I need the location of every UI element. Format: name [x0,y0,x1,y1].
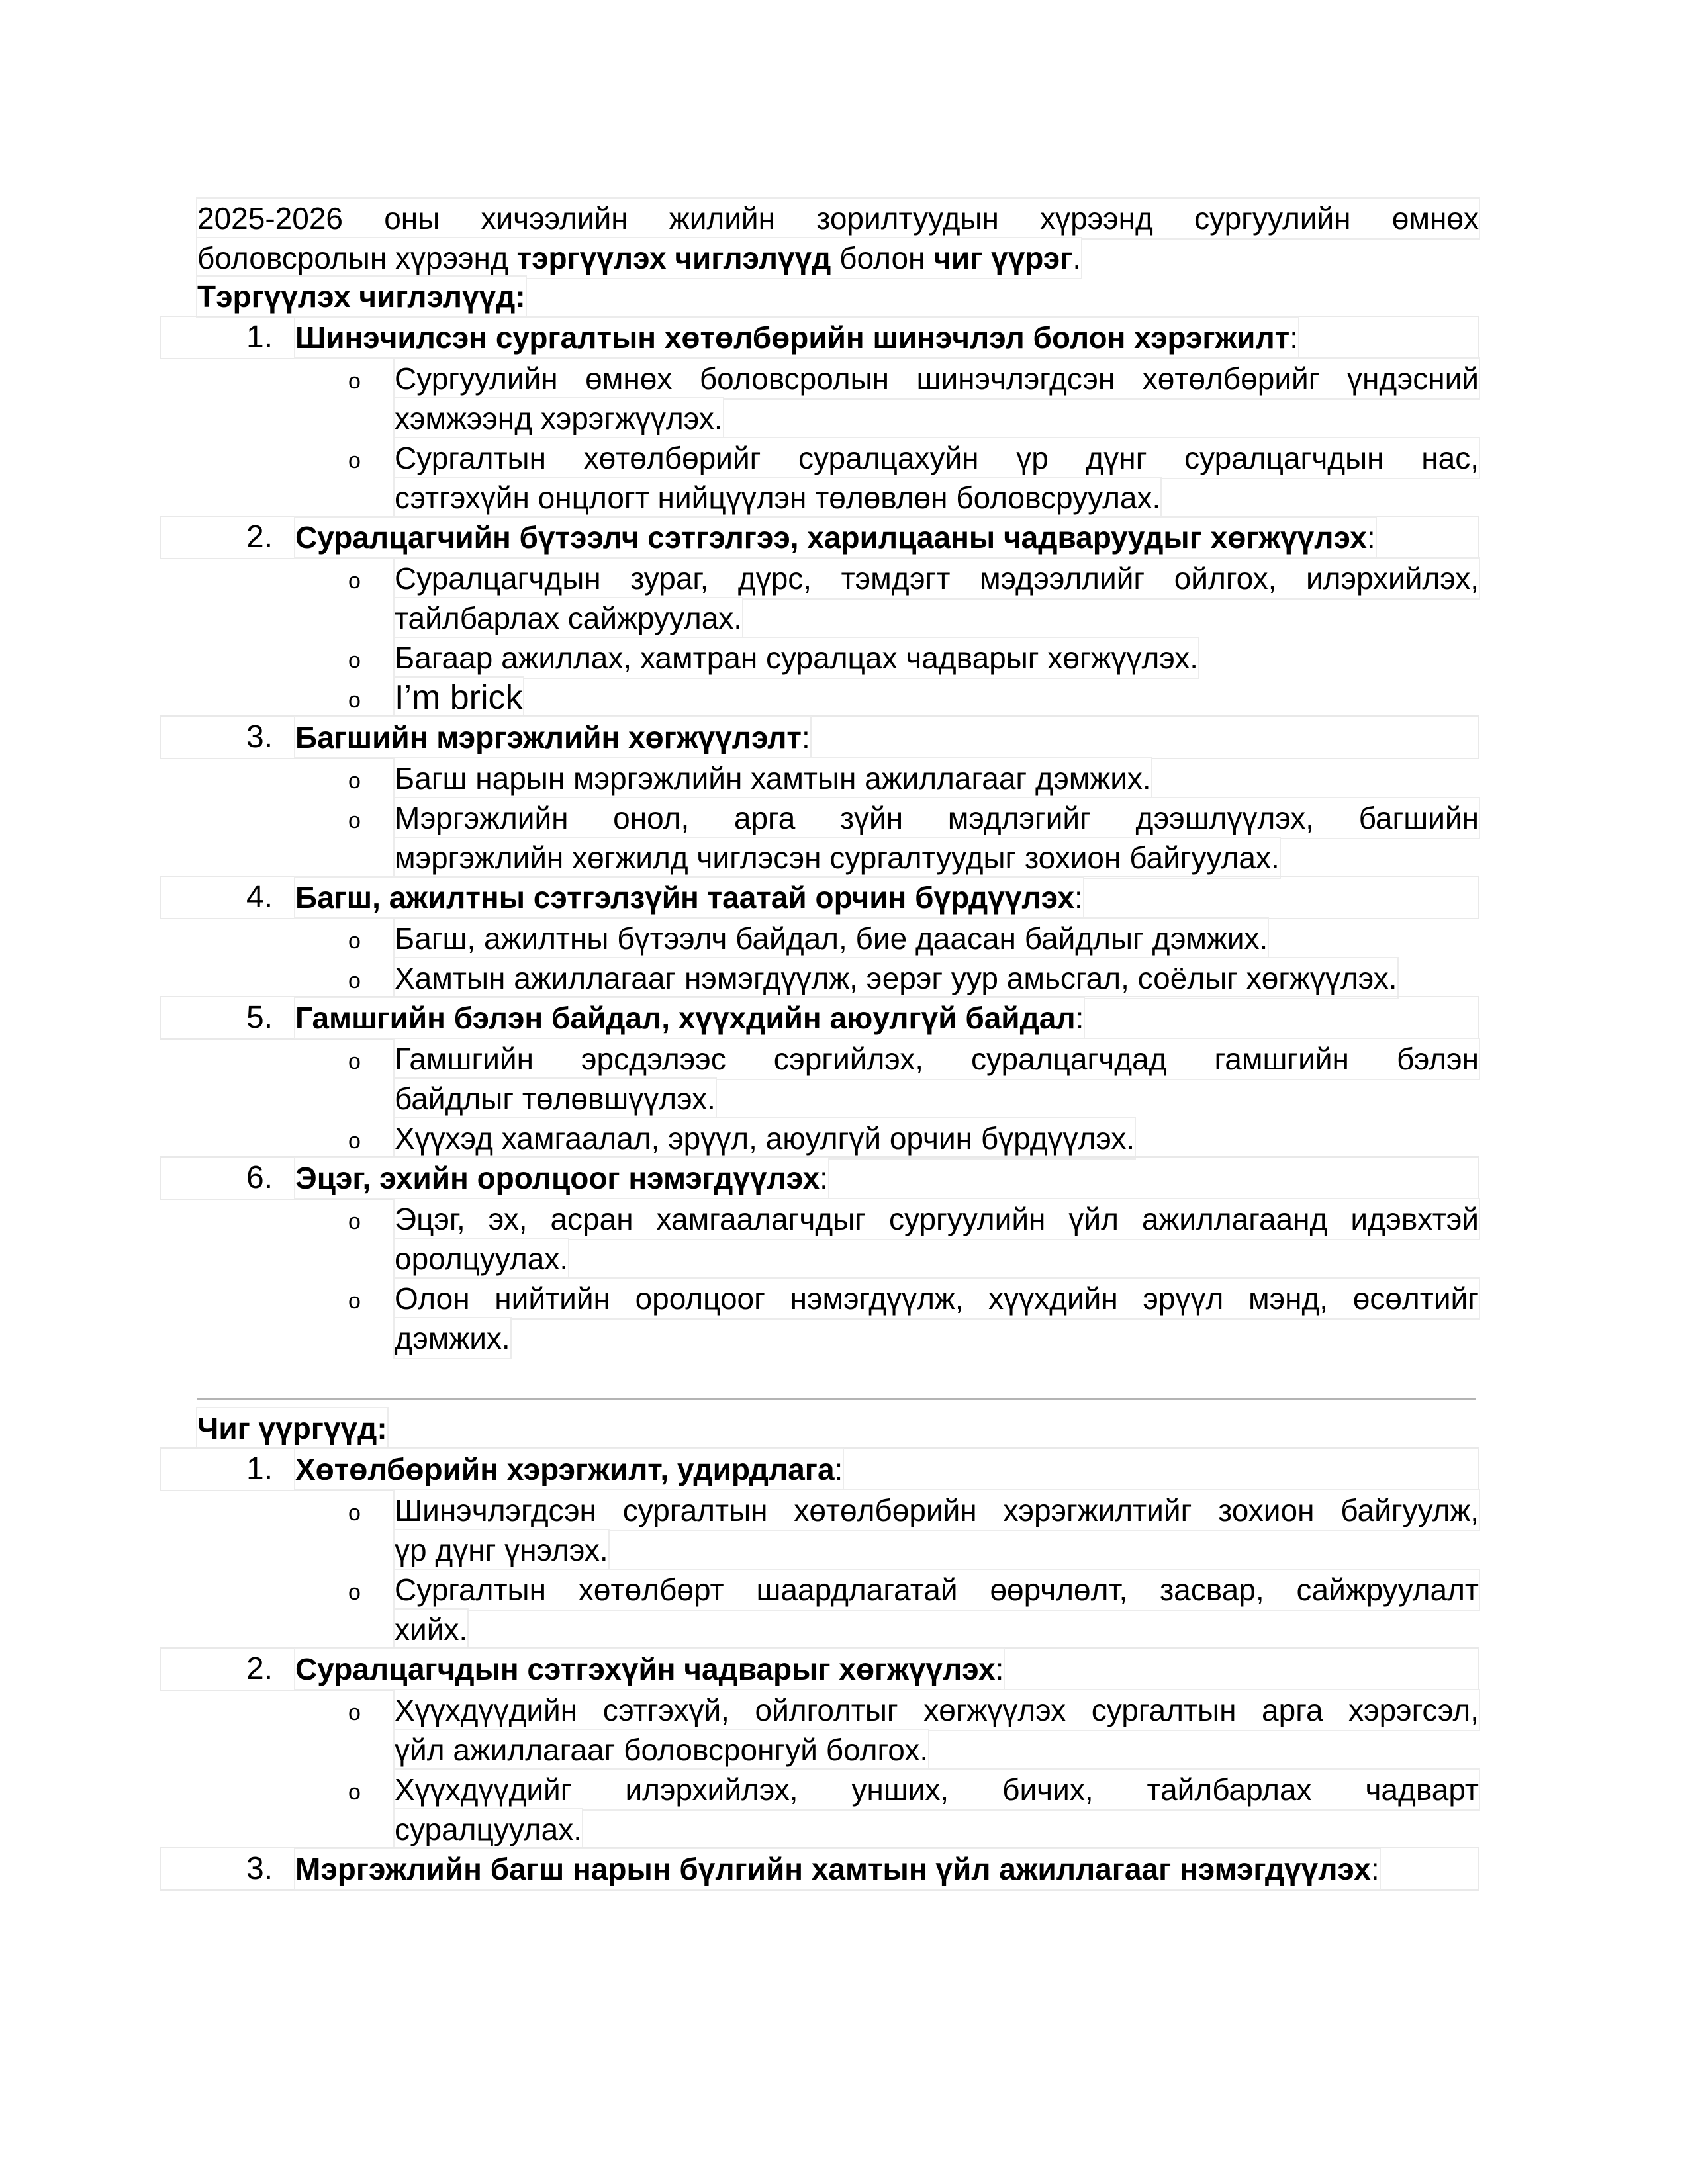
bullet-text-line: Хамтын ажиллагааг нэмэгдүүлж, эерэг уур амьсгал, соёлыг хөгжүүлэх. [395,958,1397,998]
bullet-text-line: Мэргэжлийн онол, арга зүйн мэдлэгийг дээшлүүлэх, багшийн [395,798,1479,838]
hollow-bullet-icon: o [348,1700,361,1725]
bullet-text-line: суралцуулах. [395,1809,582,1849]
bullet-text-line: оролцуулах. [395,1239,568,1279]
bullet-text-line: Сургуулийн өмнөх боловсролын шинэчлэгдсэн хөтөлбөрийг үндэсний [395,359,1479,398]
item-title-text: Суралцагчдын сэтгэхүйн чадварыг хөгжүүлэх [295,1652,996,1686]
bullet-text-line: Эцэг, эх, асран хамгаалагчдыг сургуулийн үйл ажиллагаанд идэвхтэй [395,1199,1479,1239]
bullet-text-line: Багш, ажилтны бүтээлч байдал, бие даасан байдлыг дэмжих. [395,919,1268,958]
item-title-colon: : [834,1452,843,1486]
item-title-colon: : [1074,880,1083,915]
bullet-text-line: Багаар ажиллах, хамтран суралцах чадварыг хөгжүүлэх. [395,638,1198,678]
bullet-text-line: Шинэчлэгдсэн сургалтын хөтөлбөрийн хэрэгжилтийг зохион байгуулж, [395,1490,1479,1530]
hollow-bullet-icon: o [348,648,361,673]
hollow-bullet-icon: o [348,1049,361,1074]
section-heading-priorities: Тэргүүлэх чиглэлүүд: [197,277,526,316]
hollow-bullet-icon: o [348,569,361,594]
bullet-text-line: Багш нарын мэргэжлийн хамтын ажиллагааг дэмжих. [395,758,1151,798]
item-title-text: Гамшгийн бэлэн байдал, хүүхдийн аюулгүй байдал [295,1001,1076,1035]
item-number: 5. [246,1000,273,1035]
item-title-text: Эцэг, эхийн оролцоог нэмэгдүүлэх [295,1161,820,1195]
bullet-text-line: байдлыг төлөвшүүлэх. [395,1079,716,1118]
intro-period: . [1072,241,1082,275]
intro-text: болон [831,241,934,275]
hollow-bullet-icon: o [348,1580,361,1605]
section-divider [197,1398,1476,1400]
intro-line-2 [197,238,1081,278]
item-title-text: Хөтөлбөрийн хэрэгжилт, удирдлага [295,1452,835,1486]
item-number: 1. [246,1451,273,1486]
bullet-text-line: дэмжих. [395,1318,510,1358]
bullet-text-line: хэмжээнд хэрэгжүүлэх. [395,398,723,438]
item-number: 6. [246,1160,273,1195]
hollow-bullet-icon: o [348,768,361,794]
item-title [295,1158,828,1198]
intro-bold-priorities: тэргүүлэх чиглэлүүд [516,241,831,275]
bullet-text-line: Сургалтын хөтөлбөрт шаардлагатай өөрчлөлт, засвар, сайжруулалт [395,1570,1479,1610]
item-title [295,1649,1004,1689]
hollow-bullet-icon: o [348,1128,361,1154]
bullet-text-line: тайлбарлах сайжруулах. [395,598,742,638]
item-title-colon: : [995,1652,1004,1686]
bullet-text-line: Олон нийтийн оролцоог нэмэгдүүлж, хүүхдийн эрүүл мэнд, өсөлтийг [395,1279,1479,1318]
hollow-bullet-icon: o [348,1780,361,1805]
item-title [295,1449,843,1489]
bullet-text-line: мэргэжлийн хөгжилд чиглэсэн сургалтуудыг зохион байгуулах. [395,838,1280,878]
item-number: 4. [246,880,273,915]
item-title [295,998,1084,1038]
item-number: 2. [246,1651,273,1686]
intro-bold-duties: чиг үүрэг [933,241,1073,275]
item-title [295,878,1083,917]
item-title-text: Багш, ажилтны сэтгэлзүйн таатай орчин бүрдүүлэх [295,880,1074,915]
bullet-text-line: Хүүхдүүдийг илэрхийлэх, унших, бичих, тайлбарлах чадварт [395,1770,1479,1809]
bullet-text-line: хийх. [395,1610,467,1649]
bullet-text-line: Сургалтын хөтөлбөрийг суралцахуйн үр дүнг суралцагчдын нас, [395,438,1479,478]
item-title [295,717,810,757]
item-title-colon: : [1370,1852,1380,1886]
hollow-bullet-icon: o [348,448,361,473]
bullet-text-line: сэтгэхүйн онцлогт нийцүүлэн төлөвлөн боловсруулах. [395,478,1160,518]
hollow-bullet-icon: o [348,968,361,993]
bullet-text-line: I’m brick [395,678,523,717]
item-title [295,518,1376,557]
item-title [295,1849,1380,1889]
item-title [295,318,1298,357]
item-title-text: Мэргэжлийн багш нарын бүлгийн хамтын үйл ажиллагааг нэмэгдүүлэх [295,1852,1371,1886]
hollow-bullet-icon: o [348,688,361,713]
intro-line-1: 2025-2026 оны хичээлийн жилийн зорилтуудын хүрээнд сургуулийн өмнөх [197,199,1479,238]
item-title-colon: : [1075,1001,1084,1035]
item-title-text: Суралцагчийн бүтээлч сэтгэлгээ, харилцааны чадваруудыг хөгжүүлэх [295,520,1367,555]
section-heading-duties: Чиг үүргүүд: [197,1408,387,1448]
hollow-bullet-icon: o [348,929,361,954]
intro-text: боловсролын хүрээнд [197,241,517,275]
item-title-text: Багшийн мэргэжлийн хөгжүүлэлт [295,720,802,754]
bullet-text-line: үр дүнг үнэлэх. [395,1530,608,1570]
hollow-bullet-icon: o [348,369,361,394]
item-title-colon: : [1289,320,1298,355]
bullet-text-line: Суралцагчдын зураг, дүрс, тэмдэгт мэдээллийг ойлгох, илэрхийлэх, [395,559,1479,598]
bullet-text-line: үйл ажиллагааг боловсронгуй болгох. [395,1730,928,1770]
bullet-text-line: Хүүхдүүдийн сэтгэхүй, ойлголтыг хөгжүүлэх сургалтын арга хэрэгсэл, [395,1690,1479,1730]
item-number: 2. [246,520,273,555]
item-number: 3. [246,719,273,754]
item-title-colon: : [820,1161,828,1195]
item-title-text: Шинэчилсэн сургалтын хөтөлбөрийн шинэчлэл болон хэрэгжилт [295,320,1290,355]
item-title-colon: : [801,720,810,754]
bullet-text-line: Гамшгийн эрсдэлээс сэргийлэх, суралцагчдад гамшгийн бэлэн [395,1039,1479,1079]
item-title-colon: : [1366,520,1376,555]
hollow-bullet-icon: o [348,1500,361,1525]
item-number: 1. [246,320,273,355]
hollow-bullet-icon: o [348,1289,361,1314]
bullet-text-line: Хүүхэд хамгаалал, эрүүл, аюулгүй орчин бүрдүүлэх. [395,1118,1135,1158]
item-number: 3. [246,1851,273,1886]
hollow-bullet-icon: o [348,808,361,833]
hollow-bullet-icon: o [348,1209,361,1234]
